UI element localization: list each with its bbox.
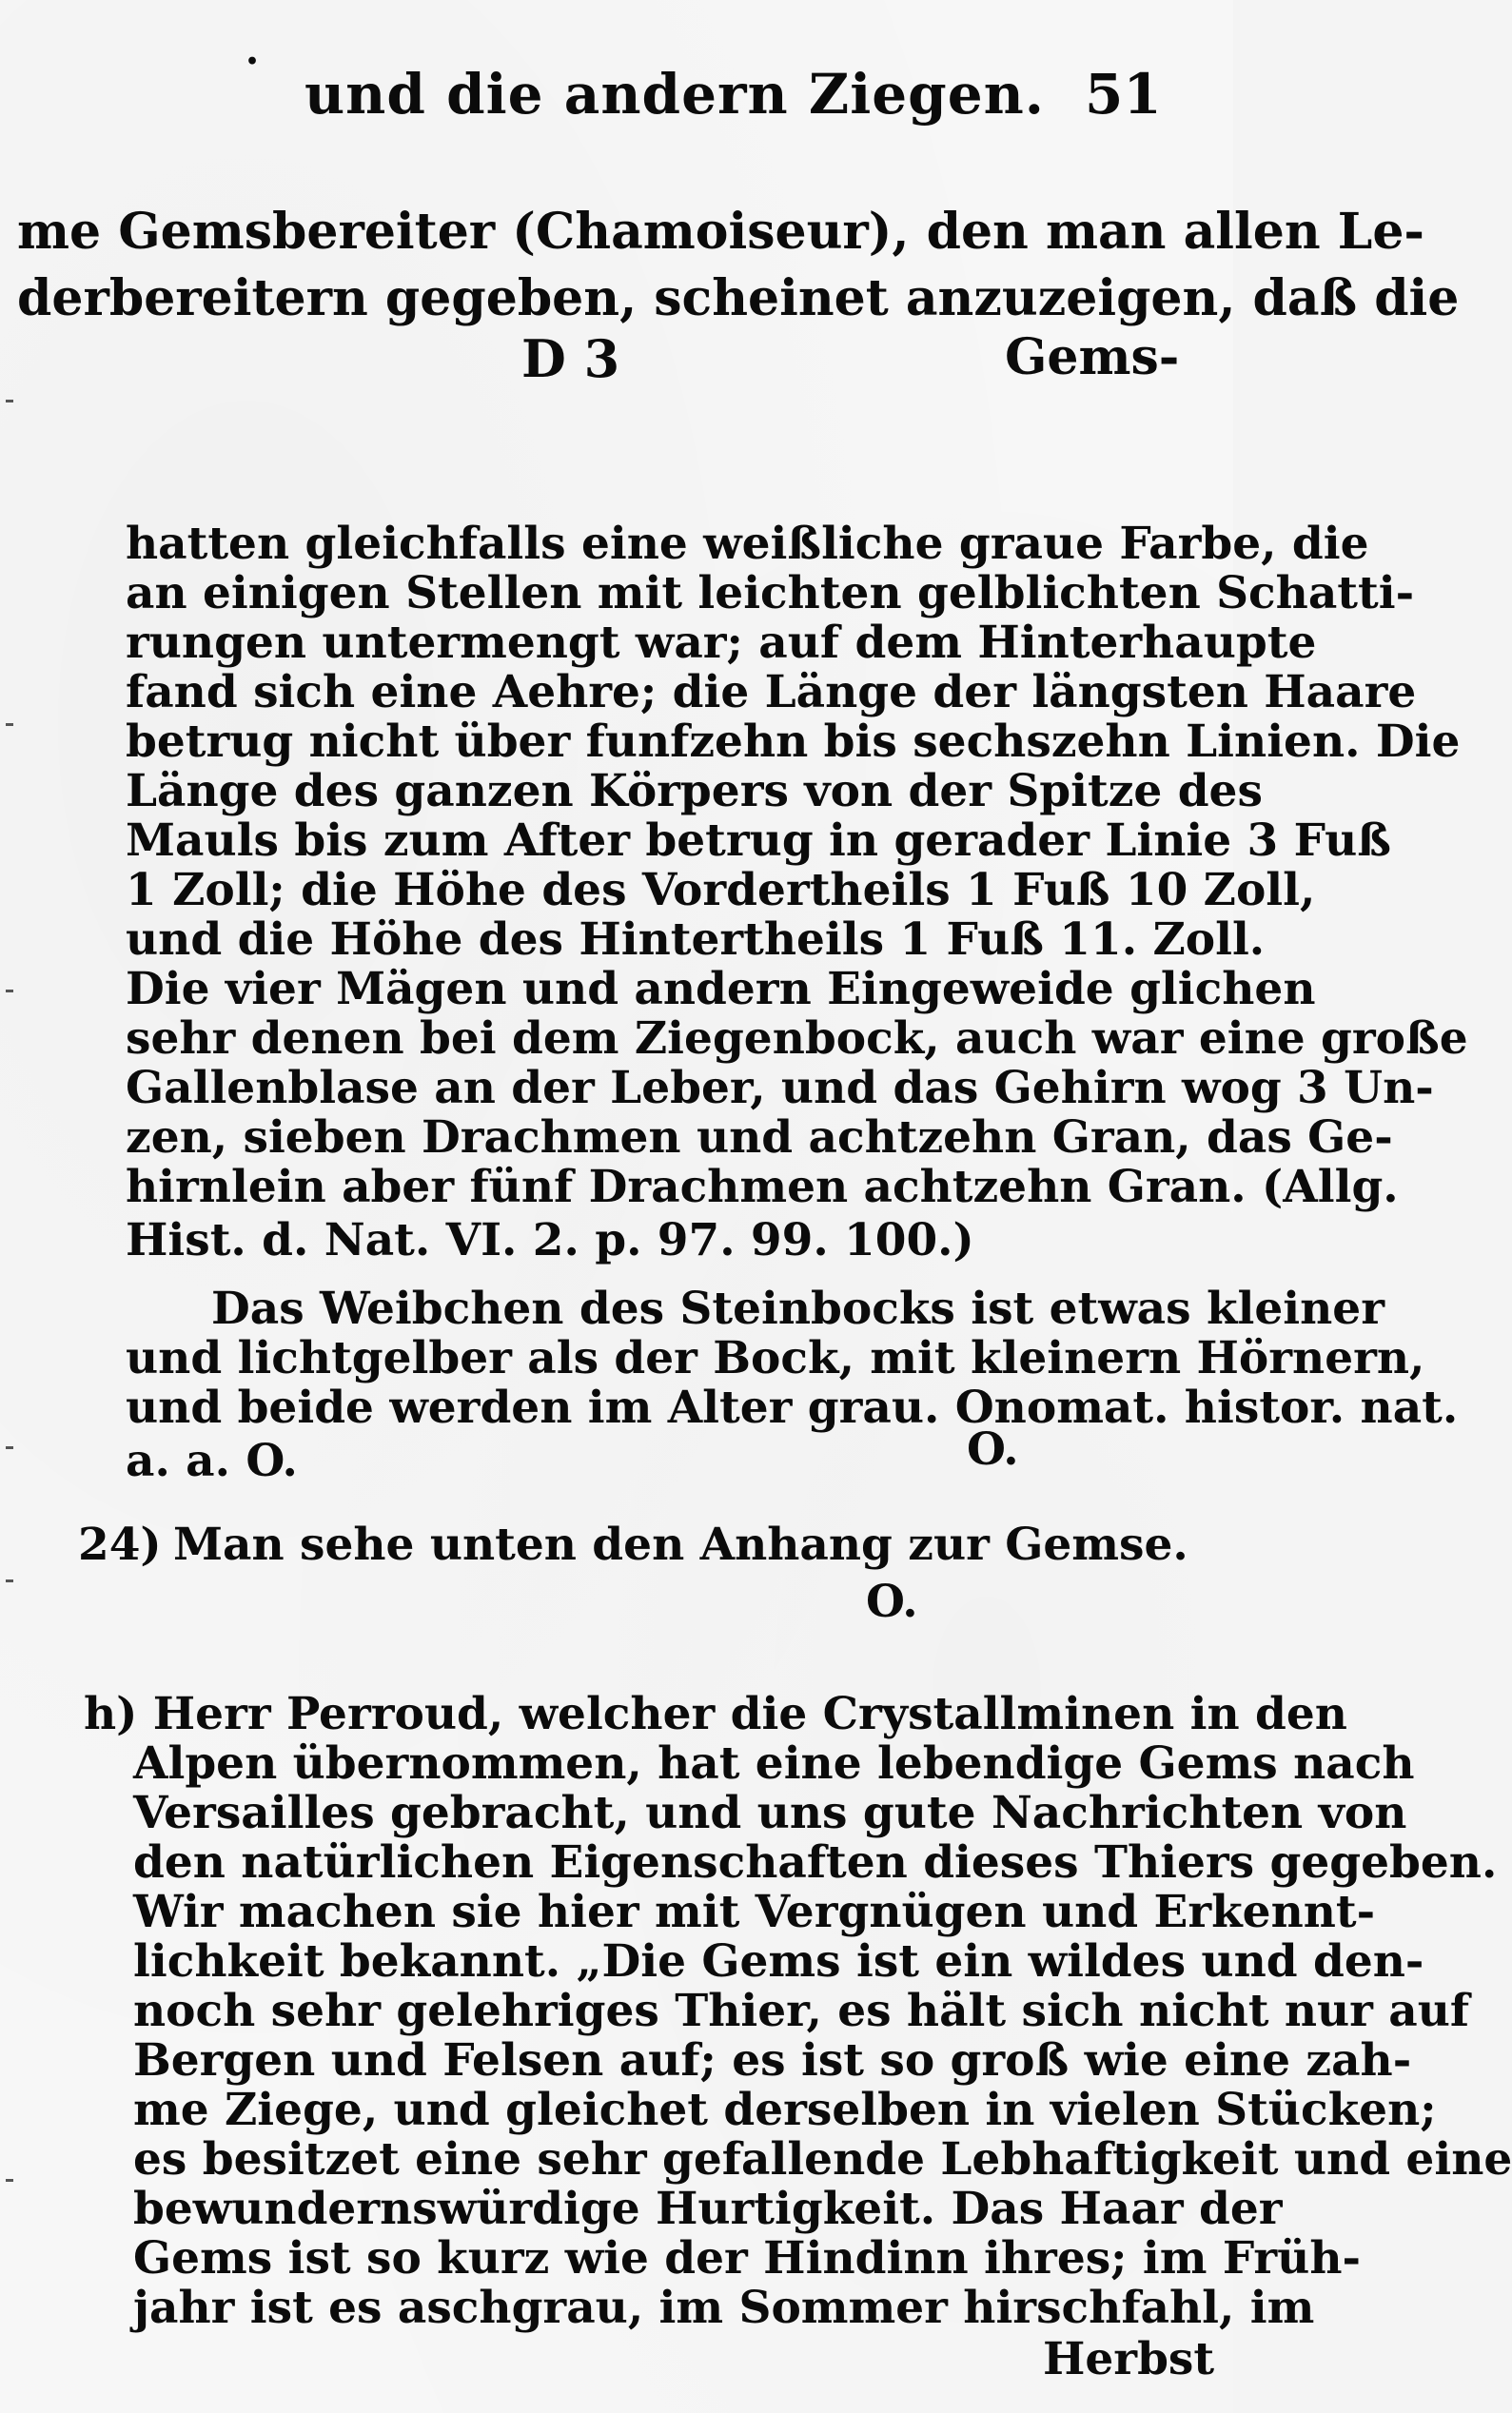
footnote-line: Alpen übernommen, hat eine lebendige Gems nach [133, 1737, 1415, 1790]
running-header: und die andern Ziegen. [304, 62, 1045, 127]
page-number: 51 [1085, 62, 1162, 127]
footnote-line: Das Weibchen des Steinbocks ist etwas kleiner [211, 1283, 1384, 1335]
footnote-line: Gallenblase an der Leber, und das Gehirn wog 3 Un- [126, 1062, 1434, 1114]
footnote-line: 1 Zoll; die Höhe des Vordertheils 1 Fuß 10 Zoll, [126, 864, 1316, 916]
footnote-line: an einigen Stellen mit leichten gelblichten Schatti- [126, 567, 1415, 619]
footnote-line: jahr ist es aschgrau, im Sommer hirschfahl, im [133, 2282, 1315, 2334]
footnote-marker: 24) [78, 1519, 162, 1571]
footnote-line: hatten gleichfalls eine weißliche graue Farbe, die [126, 518, 1369, 570]
footnote-line: Die vier Mägen und andern Eingeweide glichen [126, 963, 1316, 1015]
page-edge-shadow [0, 0, 27, 2413]
body-line-2: derbereitern gegeben, scheinet anzuzeigen, daß die [17, 269, 1460, 327]
footnote-line: lichkeit bekannt. „Die Gems ist ein wildes und den- [133, 1935, 1424, 1988]
footnote-line: noch sehr gelehriges Thier, es hält sich nicht nur auf [133, 1985, 1470, 2037]
footnote-line: Hist. d. Nat. VI. 2. p. 97. 99. 100.) [126, 1214, 974, 1266]
footnote-signature: O. [967, 1423, 1019, 1476]
footnote-line: bewundernswürdige Hurtigkeit. Das Haar der [133, 2183, 1283, 2235]
footnote-signature: O. [866, 1576, 918, 1628]
footnote-line: fand sich eine Aehre; die Länge der längsten Haare [126, 666, 1417, 718]
footnote-line: Wir machen sie hier mit Vergnügen und Erkennt- [133, 1886, 1376, 1938]
footnote-line: me Ziege, und gleichet derselben in vielen Stücken; [133, 2084, 1437, 2136]
printer-mark: • [245, 49, 260, 74]
footnote-line: hirnlein aber fünf Drachmen achtzehn Gran. (Allg. [126, 1161, 1399, 1213]
footnote-line: Bergen und Felsen auf; es ist so groß wie eine zah- [133, 2034, 1412, 2087]
footnote-line: Mauls bis zum After betrug in gerader Linie 3 Fuß [126, 814, 1391, 867]
catchword: Gems- [1005, 328, 1180, 386]
footnote-line: sehr denen bei dem Ziegenbock, auch war eine große [126, 1012, 1468, 1065]
footnote-text: Man sehe unten den Anhang zur Gemse. [173, 1519, 1188, 1571]
footnote-line: und die Höhe des Hintertheils 1 Fuß 11. Zoll. [126, 913, 1266, 966]
footnote-line: es besitzet eine sehr gefallende Lebhaftigkeit und eine [133, 2133, 1512, 2186]
footnote-line: und beide werden im Alter grau. Onomat. histor. nat. [126, 1382, 1459, 1434]
catchword-bottom: Herbst [1043, 2333, 1215, 2385]
footnote-line: Gems ist so kurz wie der Hindinn ihres; im Früh- [133, 2232, 1361, 2285]
footnote-line: betrug nicht über funfzehn bis sechszehn Linien. Die [126, 716, 1461, 768]
footnote-line: Länge des ganzen Körpers von der Spitze des [126, 765, 1263, 817]
footnote-line: Versailles gebracht, und uns gute Nachrichten von [133, 1787, 1407, 1839]
footnote-line: den natürlichen Eigenschaften dieses Thiers gegeben. [133, 1836, 1498, 1889]
footnote-line: h) Herr Perroud, welcher die Crystallminen in den [84, 1688, 1347, 1740]
signature-mark: D 3 [521, 328, 620, 389]
body-line-1: me Gemsbereiter (Chamoiseur), den man allen Le- [17, 203, 1425, 261]
footnote-line: a. a. O. [126, 1435, 298, 1487]
footnote-line: und lichtgelber als der Bock, mit kleinern Hörnern, [126, 1332, 1425, 1384]
footnote-line: zen, sieben Drachmen und achtzehn Gran, das Ge- [126, 1111, 1393, 1164]
footnote-line: rungen untermengt war; auf dem Hinterhaupte [126, 617, 1317, 669]
